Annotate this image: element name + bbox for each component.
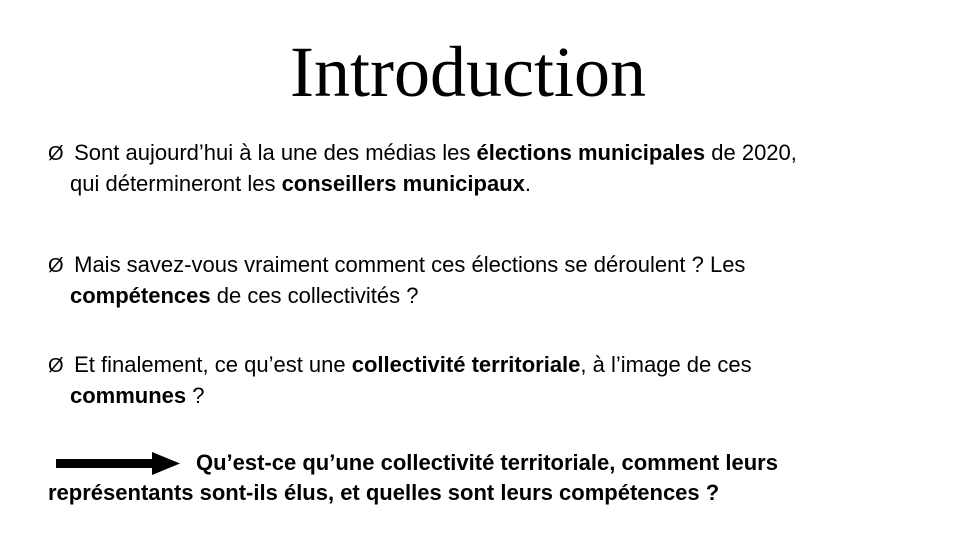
bullet-line [48, 250, 950, 281]
right-arrow-icon [56, 448, 182, 478]
conclusion-line [48, 478, 928, 508]
bullet-marker-icon: Ø [48, 255, 64, 277]
bullet-text: . [524, 171, 531, 196]
bullet-marker-icon: Ø [48, 355, 64, 377]
bullet-bold-text: communes [70, 383, 187, 408]
bullet-text: , à l’image de ces [580, 352, 752, 377]
conclusion-line [48, 448, 928, 478]
bullet-item-collectivite [48, 350, 950, 411]
bullet-bold-text: conseillers municipaux [281, 171, 525, 196]
bullet-marker-icon: Ø [48, 143, 64, 165]
bullet-text: ? [186, 383, 205, 408]
conclusion-text: Qu’est-ce qu’une collectivité territoriale, comment leurs [196, 450, 778, 475]
conclusion-question [48, 448, 928, 508]
bullet-text: de 2020, [705, 140, 797, 165]
bullet-line [70, 169, 950, 199]
slide-title: Introduction [290, 32, 646, 112]
bullet-line [70, 381, 950, 411]
bullet-text: Sont aujourd’hui à la une des médias les [74, 140, 477, 165]
bullet-line [70, 281, 950, 311]
bullet-text: Et finalement, ce qu’est une [74, 352, 352, 377]
bullet-bold-text: collectivité territoriale [351, 352, 581, 377]
bullet-text: de ces collectivités ? [210, 283, 419, 308]
bullet-line [48, 138, 950, 169]
bullet-text: Mais savez-vous vraiment comment ces élections se déroulent ? Les [74, 252, 746, 277]
bullet-bold-text: élections municipales [476, 140, 706, 165]
bullet-line [48, 350, 950, 381]
bullet-bold-text: compétences [70, 283, 211, 308]
bullet-item-competences [48, 250, 950, 311]
bullet-item-elections [48, 138, 950, 199]
conclusion-text: représentants sont-ils élus, et quelles sont leurs compétences ? [48, 480, 720, 505]
bullet-text: qui détermineront les [70, 171, 282, 196]
